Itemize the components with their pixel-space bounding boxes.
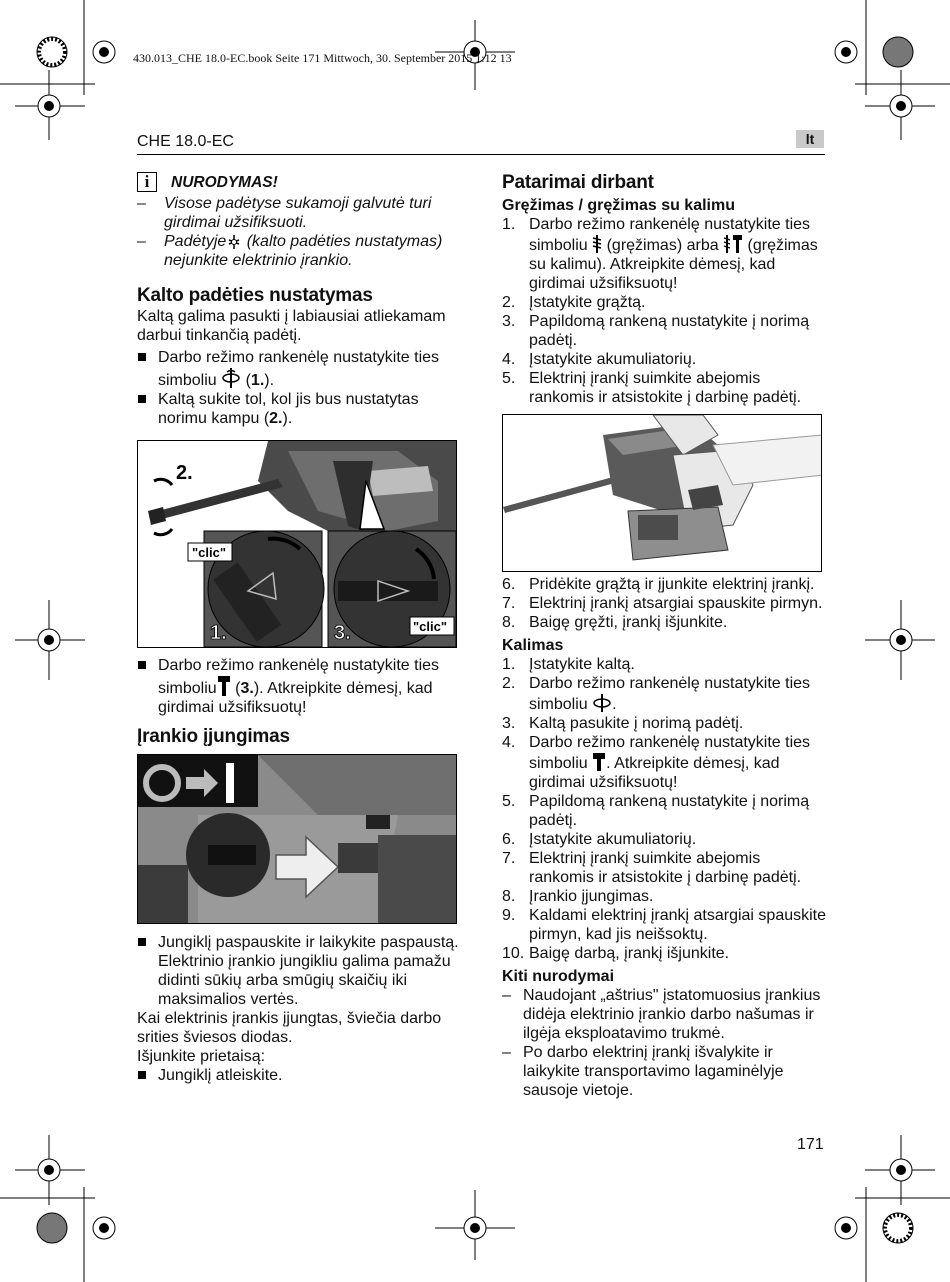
switch-off-steps: [137, 1066, 459, 1085]
chisel-steps: [137, 348, 459, 428]
chisel-lock-symbol-icon: [592, 752, 606, 772]
chisel-adjust-symbol-icon: [226, 234, 242, 250]
drilling-steps: [502, 215, 827, 407]
clic-label: "clic": [192, 545, 227, 560]
list-item: 2. Darbo režimo rankenėlę nustatykite ties simboliu .: [502, 675, 811, 713]
other-notes: [502, 986, 827, 1100]
list-item: 9. Kaldami elektrinį įrankį atsargiai spauskite pirmyn, kad jis neišsoktų.: [502, 907, 827, 943]
list-item: 5. Papildomą rankeną nustatykite į norimą padėtį.: [502, 793, 810, 829]
list-item: 10. Baigę darbą, įrankį išjunkite.: [502, 945, 730, 962]
chiseling-steps: [502, 655, 827, 963]
info-icon: i: [137, 172, 157, 192]
list-item: Darbo režimo rankenėlę nustatykite ties simboliu (3.). Atkreipkite dėmesį, kad girdimai užsifiksuotų!: [137, 656, 459, 717]
list-item: 5. Elektrinį įrankį suimkite abejomis rankomis ir atsistokite į darbinę padėtį.: [502, 370, 802, 406]
drill-symbol-icon: [592, 234, 602, 254]
list-item: Kaltą sukite tol, kol jis bus nustatytas norimu kampu (2.).: [137, 390, 459, 428]
note-title: NURODYMAS!: [171, 173, 278, 191]
switch-on-figure: [137, 754, 457, 924]
left-column: [137, 172, 459, 1085]
header-rule: [137, 154, 825, 155]
section-heading-chisel: Kalto padėties nustatymas: [137, 285, 373, 306]
chisel-illustration: [138, 441, 457, 648]
switch-illustration: [138, 755, 457, 924]
chisel-intro: Kaltą galima pasukti į labiausiai atliekamam darbui tinkančią padėtį.: [137, 308, 446, 344]
subheading-other: Kiti nurodymai: [502, 968, 615, 985]
drilling-steps-2: [502, 575, 827, 632]
led-note: Kai elektrinis įrankis įjungtas, šviečia darbo srities šviesos diodas.: [137, 1010, 442, 1046]
step-label-3: 3.: [334, 622, 351, 644]
language-badge: lt: [796, 130, 824, 148]
hammer-drill-symbol-icon: [723, 234, 743, 254]
chisel-lock-symbol-icon: [217, 675, 231, 697]
list-item: Darbo režimo rankenėlę nustatykite ties simboliu (1.).: [137, 348, 459, 390]
list-item: – Padėtyje (kalto padėties nustatymas) nejunkite elektrinio įrankio.: [137, 232, 459, 270]
list-item: 7. Elektrinį įrankį atsargiai spauskite pirmyn.: [502, 595, 823, 612]
subheading-chiseling: Kalimas: [502, 637, 564, 654]
section-heading-switch: Įrankio įjungimas: [137, 726, 290, 747]
list-item: – Visose padėtyse sukamoji galvutė turi girdimai užsifiksuoti.: [137, 194, 459, 232]
switch-off-label: Išjunkite prietaisą:: [137, 1048, 266, 1065]
chisel-setting-figure: [137, 440, 457, 648]
clic-label: "clic": [413, 619, 448, 634]
list-item: Jungiklį paspauskite ir laikykite paspaustą. Elektrinio įrankio jungikliu galima pamažu didinti sūkių arba smūgių skaičių iki maksimalios vertės.: [137, 933, 459, 1009]
list-item: 8. Įrankio įjungimas.: [502, 888, 654, 905]
list-item: 3. Papildomą rankeną nustatykite į norimą padėtį.: [502, 313, 810, 349]
list-item: 1. Įstatykite kaltą.: [502, 656, 635, 673]
note-list: [137, 194, 459, 270]
list-item: 4. Darbo režimo rankenėlę nustatykite ties simboliu . Atkreipkite dėmesį, kad girdimai užsifiksuotų!: [502, 734, 811, 791]
note-header: [137, 172, 459, 192]
list-item: 6. Pridėkite grąžtą ir įjunkite elektrinį įrankį.: [502, 576, 815, 593]
page-number: 171: [797, 1136, 824, 1153]
list-item: 8. Baigę gręžti, įrankį išjunkite.: [502, 614, 728, 631]
list-item: Jungiklį atleiskite.: [137, 1066, 459, 1085]
step-label-1: 1.: [210, 622, 227, 644]
list-item: – Po darbo elektrinį įrankį išvalykite ir laikykite transportavimo lagaminėlyje sausoje vietoje.: [502, 1043, 827, 1100]
list-item: 2. Įstatykite grąžtą.: [502, 294, 646, 311]
list-item: 4. Įstatykite akumuliatorių.: [502, 351, 697, 368]
list-item: 7. Elektrinį įrankį suimkite abejomis rankomis ir atsistokite į darbinę padėtį.: [502, 850, 802, 886]
list-item: 3. Kaltą pasukite į norimą padėtį.: [502, 715, 744, 732]
list-item: 1. Darbo režimo rankenėlę nustatykite ties simboliu (gręžimas) arba (gręžimas su kalimu). Atkreipkite dėmesį, kad girdimai užsifiksuotų!: [502, 216, 818, 292]
working-position-figure: [502, 414, 822, 572]
list-item: 6. Įstatykite akumuliatorių.: [502, 831, 697, 848]
right-column: [502, 172, 827, 1100]
chisel-adjust-symbol-icon: [221, 367, 241, 389]
section-heading-tips: Patarimai dirbant: [502, 172, 654, 193]
list-item: – Naudojant „aštrius" įstatomuosius įrankius didėja elektrinio įrankio darbo našumas ir ilgėja eksploatavimo trukmė.: [502, 986, 827, 1043]
working-illustration: [503, 415, 822, 572]
switch-steps: [137, 933, 459, 1009]
chisel-steps-2: [137, 656, 459, 717]
subheading-drilling: Gręžimas / gręžimas su kalimu: [502, 197, 735, 214]
running-head: CHE 18.0-EC: [137, 133, 234, 150]
step-label-2: 2.: [176, 462, 193, 484]
chisel-adjust-symbol-icon: [592, 693, 612, 713]
print-header: 430.013_CHE 18.0-EC.book Seite 171 Mittwoch, 30. September 2015 1:12 13: [133, 51, 512, 65]
